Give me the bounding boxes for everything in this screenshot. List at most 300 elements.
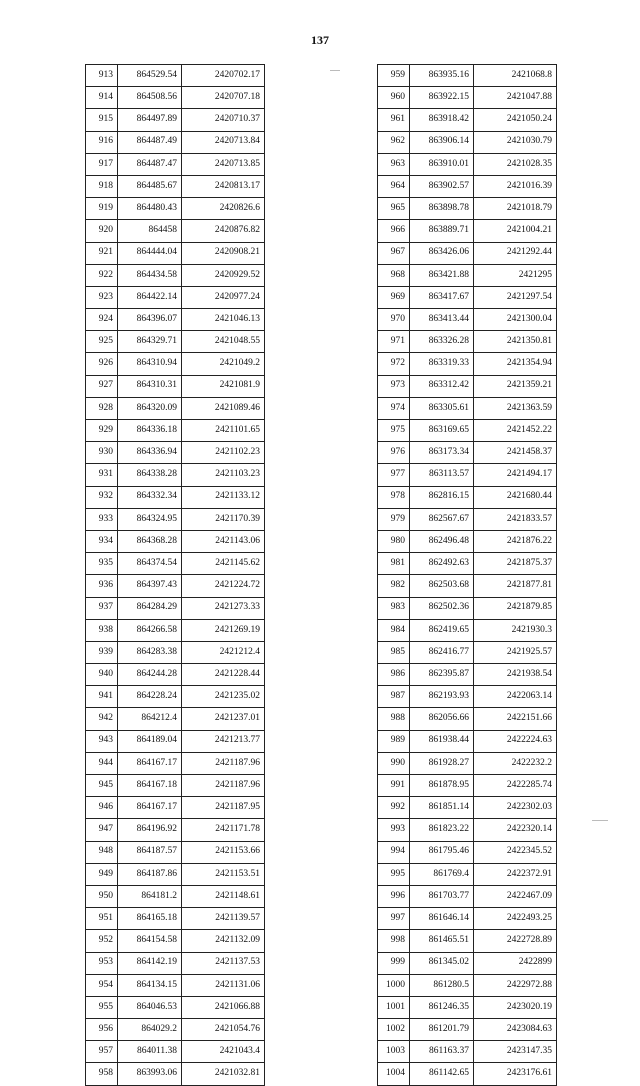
table-row xyxy=(378,597,557,619)
y-coordinate-cell: 2422232.2 xyxy=(474,752,557,774)
table-row xyxy=(378,1063,557,1085)
y-coordinate-cell: 2422899 xyxy=(474,952,557,974)
point-number-cell: 966 xyxy=(378,220,410,242)
coordinates-table-left xyxy=(85,64,265,1086)
coordinates-table-right xyxy=(377,64,557,1086)
table-row xyxy=(86,974,265,996)
x-coordinate-cell: 864310.94 xyxy=(118,353,182,375)
table-row xyxy=(86,1041,265,1063)
x-coordinate-cell: 863169.65 xyxy=(410,420,474,442)
x-coordinate-cell: 864458 xyxy=(118,220,182,242)
point-number-cell: 927 xyxy=(86,375,118,397)
x-coordinate-cell: 864046.53 xyxy=(118,996,182,1018)
table-row xyxy=(378,819,557,841)
point-number-cell: 970 xyxy=(378,309,410,331)
x-coordinate-cell: 863898.78 xyxy=(410,198,474,220)
table-body-right xyxy=(378,65,557,1086)
point-number-cell: 915 xyxy=(86,109,118,131)
point-number-cell: 973 xyxy=(378,375,410,397)
y-coordinate-cell: 2421089.46 xyxy=(182,397,265,419)
point-number-cell: 972 xyxy=(378,353,410,375)
table-row xyxy=(378,442,557,464)
point-number-cell: 914 xyxy=(86,87,118,109)
table-row xyxy=(378,664,557,686)
point-number-cell: 968 xyxy=(378,264,410,286)
table-row xyxy=(378,530,557,552)
y-coordinate-cell: 2421879.85 xyxy=(474,597,557,619)
y-coordinate-cell: 2421300.04 xyxy=(474,309,557,331)
point-number-cell: 962 xyxy=(378,131,410,153)
table-row xyxy=(86,885,265,907)
point-number-cell: 991 xyxy=(378,775,410,797)
x-coordinate-cell: 863319.33 xyxy=(410,353,474,375)
point-number-cell: 953 xyxy=(86,952,118,974)
x-coordinate-cell: 864181.2 xyxy=(118,885,182,907)
table-row xyxy=(378,908,557,930)
y-coordinate-cell: 2421235.02 xyxy=(182,686,265,708)
x-coordinate-cell: 862502.36 xyxy=(410,597,474,619)
table-row xyxy=(378,775,557,797)
table-row xyxy=(86,131,265,153)
point-number-cell: 933 xyxy=(86,508,118,530)
y-coordinate-cell: 2421068.8 xyxy=(474,65,557,87)
point-number-cell: 928 xyxy=(86,397,118,419)
point-number-cell: 993 xyxy=(378,819,410,841)
point-number-cell: 937 xyxy=(86,597,118,619)
point-number-cell: 932 xyxy=(86,486,118,508)
table-row xyxy=(86,153,265,175)
point-number-cell: 924 xyxy=(86,309,118,331)
point-number-cell: 941 xyxy=(86,686,118,708)
y-coordinate-cell: 2421143.06 xyxy=(182,530,265,552)
x-coordinate-cell: 861938.44 xyxy=(410,730,474,752)
x-coordinate-cell: 864329.71 xyxy=(118,331,182,353)
table-row xyxy=(86,863,265,885)
table-row xyxy=(378,375,557,397)
table-row xyxy=(86,397,265,419)
table-row xyxy=(86,597,265,619)
x-coordinate-cell: 864485.67 xyxy=(118,175,182,197)
y-coordinate-cell: 2421938.54 xyxy=(474,664,557,686)
table-row xyxy=(378,863,557,885)
point-number-cell: 1001 xyxy=(378,996,410,1018)
x-coordinate-cell: 861703.77 xyxy=(410,885,474,907)
table-row xyxy=(86,686,265,708)
point-number-cell: 954 xyxy=(86,974,118,996)
point-number-cell: 1000 xyxy=(378,974,410,996)
table-row xyxy=(378,1041,557,1063)
y-coordinate-cell: 2421212.4 xyxy=(182,641,265,663)
point-number-cell: 960 xyxy=(378,87,410,109)
table-row xyxy=(378,575,557,597)
table-row xyxy=(86,1063,265,1085)
point-number-cell: 944 xyxy=(86,752,118,774)
y-coordinate-cell: 2421103.23 xyxy=(182,464,265,486)
point-number-cell: 987 xyxy=(378,686,410,708)
table-row xyxy=(378,885,557,907)
y-coordinate-cell: 2421102.23 xyxy=(182,442,265,464)
point-number-cell: 920 xyxy=(86,220,118,242)
table-row xyxy=(86,109,265,131)
y-coordinate-cell: 2420813.17 xyxy=(182,175,265,197)
x-coordinate-cell: 861465.51 xyxy=(410,930,474,952)
x-coordinate-cell: 863902.57 xyxy=(410,175,474,197)
table-row xyxy=(378,397,557,419)
x-coordinate-cell: 863922.15 xyxy=(410,87,474,109)
table-row xyxy=(378,730,557,752)
table-row xyxy=(86,375,265,397)
table-row xyxy=(86,553,265,575)
x-coordinate-cell: 863305.61 xyxy=(410,397,474,419)
x-coordinate-cell: 864368.28 xyxy=(118,530,182,552)
point-number-cell: 925 xyxy=(86,331,118,353)
y-coordinate-cell: 2420713.85 xyxy=(182,153,265,175)
point-number-cell: 998 xyxy=(378,930,410,952)
point-number-cell: 931 xyxy=(86,464,118,486)
point-number-cell: 947 xyxy=(86,819,118,841)
y-coordinate-cell: 2421297.54 xyxy=(474,286,557,308)
point-number-cell: 971 xyxy=(378,331,410,353)
x-coordinate-cell: 863889.71 xyxy=(410,220,474,242)
y-coordinate-cell: 2421101.65 xyxy=(182,420,265,442)
point-number-cell: 984 xyxy=(378,619,410,641)
table-row xyxy=(86,952,265,974)
table-row xyxy=(86,220,265,242)
point-number-cell: 994 xyxy=(378,841,410,863)
x-coordinate-cell: 862193.93 xyxy=(410,686,474,708)
point-number-cell: 922 xyxy=(86,264,118,286)
point-number-cell: 967 xyxy=(378,242,410,264)
point-number-cell: 990 xyxy=(378,752,410,774)
y-coordinate-cell: 2423020.19 xyxy=(474,996,557,1018)
table-row xyxy=(86,87,265,109)
table-row xyxy=(86,664,265,686)
point-number-cell: 985 xyxy=(378,641,410,663)
x-coordinate-cell: 864283.38 xyxy=(118,641,182,663)
x-coordinate-cell: 862395.87 xyxy=(410,664,474,686)
x-coordinate-cell: 863113.57 xyxy=(410,464,474,486)
x-coordinate-cell: 861823.22 xyxy=(410,819,474,841)
x-coordinate-cell: 864338.28 xyxy=(118,464,182,486)
y-coordinate-cell: 2420876.82 xyxy=(182,220,265,242)
x-coordinate-cell: 863910.01 xyxy=(410,153,474,175)
point-number-cell: 974 xyxy=(378,397,410,419)
point-number-cell: 918 xyxy=(86,175,118,197)
point-number-cell: 961 xyxy=(378,109,410,131)
y-coordinate-cell: 2422063.14 xyxy=(474,686,557,708)
table-row xyxy=(86,175,265,197)
point-number-cell: 995 xyxy=(378,863,410,885)
table-row xyxy=(378,198,557,220)
point-number-cell: 923 xyxy=(86,286,118,308)
table-row xyxy=(86,819,265,841)
y-coordinate-cell: 2421925.57 xyxy=(474,641,557,663)
point-number-cell: 926 xyxy=(86,353,118,375)
table-row xyxy=(378,930,557,952)
y-coordinate-cell: 2420713.84 xyxy=(182,131,265,153)
y-coordinate-cell: 2421680.44 xyxy=(474,486,557,508)
table-row xyxy=(86,908,265,930)
y-coordinate-cell: 2422285.74 xyxy=(474,775,557,797)
y-coordinate-cell: 2421359.21 xyxy=(474,375,557,397)
x-coordinate-cell: 862567.67 xyxy=(410,508,474,530)
x-coordinate-cell: 862056.66 xyxy=(410,708,474,730)
y-coordinate-cell: 2422493.25 xyxy=(474,908,557,930)
y-coordinate-cell: 2421145.62 xyxy=(182,553,265,575)
point-number-cell: 978 xyxy=(378,486,410,508)
y-coordinate-cell: 2421877.81 xyxy=(474,575,557,597)
point-number-cell: 992 xyxy=(378,797,410,819)
y-coordinate-cell: 2421133.12 xyxy=(182,486,265,508)
point-number-cell: 964 xyxy=(378,175,410,197)
x-coordinate-cell: 862416.77 xyxy=(410,641,474,663)
table-row xyxy=(378,974,557,996)
x-coordinate-cell: 863906.14 xyxy=(410,131,474,153)
table-row xyxy=(86,996,265,1018)
x-coordinate-cell: 864422.14 xyxy=(118,286,182,308)
x-coordinate-cell: 864336.18 xyxy=(118,420,182,442)
point-number-cell: 948 xyxy=(86,841,118,863)
table-row xyxy=(378,1019,557,1041)
x-coordinate-cell: 861142.65 xyxy=(410,1063,474,1085)
x-coordinate-cell: 861201.79 xyxy=(410,1019,474,1041)
point-number-cell: 950 xyxy=(86,885,118,907)
x-coordinate-cell: 863312.42 xyxy=(410,375,474,397)
table-row xyxy=(378,286,557,308)
point-number-cell: 921 xyxy=(86,242,118,264)
table-row xyxy=(86,198,265,220)
table-row xyxy=(86,775,265,797)
y-coordinate-cell: 2421018.79 xyxy=(474,198,557,220)
y-coordinate-cell: 2420702.17 xyxy=(182,65,265,87)
table-row xyxy=(86,65,265,87)
point-number-cell: 986 xyxy=(378,664,410,686)
y-coordinate-cell: 2422320.14 xyxy=(474,819,557,841)
point-number-cell: 913 xyxy=(86,65,118,87)
table-row xyxy=(378,220,557,242)
x-coordinate-cell: 863413.44 xyxy=(410,309,474,331)
point-number-cell: 999 xyxy=(378,952,410,974)
point-number-cell: 929 xyxy=(86,420,118,442)
page-number: 137 xyxy=(311,33,329,47)
x-coordinate-cell: 864497.89 xyxy=(118,109,182,131)
table-row xyxy=(378,464,557,486)
point-number-cell: 980 xyxy=(378,530,410,552)
y-coordinate-cell: 2421054.76 xyxy=(182,1019,265,1041)
x-coordinate-cell: 864189.04 xyxy=(118,730,182,752)
point-number-cell: 983 xyxy=(378,597,410,619)
x-coordinate-cell: 864134.15 xyxy=(118,974,182,996)
x-coordinate-cell: 864187.57 xyxy=(118,841,182,863)
x-coordinate-cell: 864487.49 xyxy=(118,131,182,153)
x-coordinate-cell: 862419.65 xyxy=(410,619,474,641)
x-coordinate-cell: 864320.09 xyxy=(118,397,182,419)
y-coordinate-cell: 2423176.61 xyxy=(474,1063,557,1085)
x-coordinate-cell: 864508.56 xyxy=(118,87,182,109)
table-body-left xyxy=(86,65,265,1086)
x-coordinate-cell: 863918.42 xyxy=(410,109,474,131)
x-coordinate-cell: 861928.27 xyxy=(410,752,474,774)
y-coordinate-cell: 2421153.51 xyxy=(182,863,265,885)
table-row xyxy=(378,65,557,87)
x-coordinate-cell: 863935.16 xyxy=(410,65,474,87)
point-number-cell: 996 xyxy=(378,885,410,907)
x-coordinate-cell: 863426.06 xyxy=(410,242,474,264)
x-coordinate-cell: 864487.47 xyxy=(118,153,182,175)
point-number-cell: 969 xyxy=(378,286,410,308)
point-number-cell: 981 xyxy=(378,553,410,575)
y-coordinate-cell: 2420908.21 xyxy=(182,242,265,264)
x-coordinate-cell: 862503.68 xyxy=(410,575,474,597)
table-row xyxy=(86,331,265,353)
x-coordinate-cell: 861280.5 xyxy=(410,974,474,996)
x-coordinate-cell: 863417.67 xyxy=(410,286,474,308)
x-coordinate-cell: 861769.4 xyxy=(410,863,474,885)
x-coordinate-cell: 864244.28 xyxy=(118,664,182,686)
table-row xyxy=(378,641,557,663)
y-coordinate-cell: 2422467.09 xyxy=(474,885,557,907)
y-coordinate-cell: 2421137.53 xyxy=(182,952,265,974)
point-number-cell: 959 xyxy=(378,65,410,87)
y-coordinate-cell: 2421269.19 xyxy=(182,619,265,641)
point-number-cell: 989 xyxy=(378,730,410,752)
y-coordinate-cell: 2421131.06 xyxy=(182,974,265,996)
x-coordinate-cell: 864142.19 xyxy=(118,952,182,974)
point-number-cell: 955 xyxy=(86,996,118,1018)
table-row xyxy=(378,752,557,774)
table-row xyxy=(378,309,557,331)
x-coordinate-cell: 864228.24 xyxy=(118,686,182,708)
point-number-cell: 943 xyxy=(86,730,118,752)
y-coordinate-cell: 2421050.24 xyxy=(474,109,557,131)
y-coordinate-cell: 2422151.66 xyxy=(474,708,557,730)
table-row xyxy=(86,486,265,508)
table-row xyxy=(86,530,265,552)
point-number-cell: 979 xyxy=(378,508,410,530)
table-row xyxy=(378,175,557,197)
point-number-cell: 942 xyxy=(86,708,118,730)
y-coordinate-cell: 2421354.94 xyxy=(474,353,557,375)
y-coordinate-cell: 2422972.88 xyxy=(474,974,557,996)
point-number-cell: 951 xyxy=(86,908,118,930)
point-number-cell: 977 xyxy=(378,464,410,486)
table-row xyxy=(86,575,265,597)
point-number-cell: 939 xyxy=(86,641,118,663)
x-coordinate-cell: 864444.04 xyxy=(118,242,182,264)
y-coordinate-cell: 2421028.35 xyxy=(474,153,557,175)
y-coordinate-cell: 2421048.55 xyxy=(182,331,265,353)
scan-mark xyxy=(330,70,340,71)
table-row xyxy=(86,420,265,442)
y-coordinate-cell: 2421153.66 xyxy=(182,841,265,863)
table-row xyxy=(86,841,265,863)
y-coordinate-cell: 2420929.52 xyxy=(182,264,265,286)
x-coordinate-cell: 862816.15 xyxy=(410,486,474,508)
x-coordinate-cell: 861878.95 xyxy=(410,775,474,797)
y-coordinate-cell: 2421139.57 xyxy=(182,908,265,930)
table-row xyxy=(86,619,265,641)
x-coordinate-cell: 864396.07 xyxy=(118,309,182,331)
y-coordinate-cell: 2422728.89 xyxy=(474,930,557,952)
x-coordinate-cell: 864397.43 xyxy=(118,575,182,597)
y-coordinate-cell: 2421494.17 xyxy=(474,464,557,486)
point-number-cell: 917 xyxy=(86,153,118,175)
y-coordinate-cell: 2421043.4 xyxy=(182,1041,265,1063)
table-row xyxy=(378,109,557,131)
y-coordinate-cell: 2421292.44 xyxy=(474,242,557,264)
y-coordinate-cell: 2421363.59 xyxy=(474,397,557,419)
x-coordinate-cell: 864165.18 xyxy=(118,908,182,930)
table-row xyxy=(378,553,557,575)
y-coordinate-cell: 2421016.39 xyxy=(474,175,557,197)
y-coordinate-cell: 2420826.6 xyxy=(182,198,265,220)
table-row xyxy=(86,353,265,375)
table-row xyxy=(378,331,557,353)
table-row xyxy=(378,708,557,730)
y-coordinate-cell: 2422224.63 xyxy=(474,730,557,752)
y-coordinate-cell: 2421004.21 xyxy=(474,220,557,242)
x-coordinate-cell: 864196.92 xyxy=(118,819,182,841)
y-coordinate-cell: 2421081.9 xyxy=(182,375,265,397)
table-row xyxy=(378,996,557,1018)
y-coordinate-cell: 2421875.37 xyxy=(474,553,557,575)
x-coordinate-cell: 864324.95 xyxy=(118,508,182,530)
y-coordinate-cell: 2422372.91 xyxy=(474,863,557,885)
x-coordinate-cell: 864167.17 xyxy=(118,797,182,819)
point-number-cell: 965 xyxy=(378,198,410,220)
table-row xyxy=(378,131,557,153)
table-row xyxy=(378,686,557,708)
y-coordinate-cell: 2421046.13 xyxy=(182,309,265,331)
point-number-cell: 938 xyxy=(86,619,118,641)
point-number-cell: 936 xyxy=(86,575,118,597)
y-coordinate-cell: 2421237.01 xyxy=(182,708,265,730)
table-row xyxy=(86,242,265,264)
x-coordinate-cell: 861646.14 xyxy=(410,908,474,930)
y-coordinate-cell: 2421171.78 xyxy=(182,819,265,841)
x-coordinate-cell: 862492.63 xyxy=(410,553,474,575)
x-coordinate-cell: 864187.86 xyxy=(118,863,182,885)
y-coordinate-cell: 2421224.72 xyxy=(182,575,265,597)
y-coordinate-cell: 2420977.24 xyxy=(182,286,265,308)
y-coordinate-cell: 2421458.37 xyxy=(474,442,557,464)
point-number-cell: 940 xyxy=(86,664,118,686)
point-number-cell: 949 xyxy=(86,863,118,885)
x-coordinate-cell: 864336.94 xyxy=(118,442,182,464)
table-row xyxy=(86,930,265,952)
x-coordinate-cell: 861795.46 xyxy=(410,841,474,863)
y-coordinate-cell: 2421228.44 xyxy=(182,664,265,686)
x-coordinate-cell: 864154.58 xyxy=(118,930,182,952)
x-coordinate-cell: 863326.28 xyxy=(410,331,474,353)
table-row xyxy=(378,619,557,641)
x-coordinate-cell: 862496.48 xyxy=(410,530,474,552)
point-number-cell: 957 xyxy=(86,1041,118,1063)
y-coordinate-cell: 2421273.33 xyxy=(182,597,265,619)
y-coordinate-cell: 2421030.79 xyxy=(474,131,557,153)
table-row xyxy=(378,841,557,863)
y-coordinate-cell: 2422345.52 xyxy=(474,841,557,863)
x-coordinate-cell: 864212.4 xyxy=(118,708,182,730)
table-row xyxy=(86,286,265,308)
table-row xyxy=(86,1019,265,1041)
x-coordinate-cell: 864374.54 xyxy=(118,553,182,575)
y-coordinate-cell: 2421049.2 xyxy=(182,353,265,375)
table-row xyxy=(378,264,557,286)
y-coordinate-cell: 2421148.61 xyxy=(182,885,265,907)
table-row xyxy=(86,708,265,730)
table-row xyxy=(86,641,265,663)
